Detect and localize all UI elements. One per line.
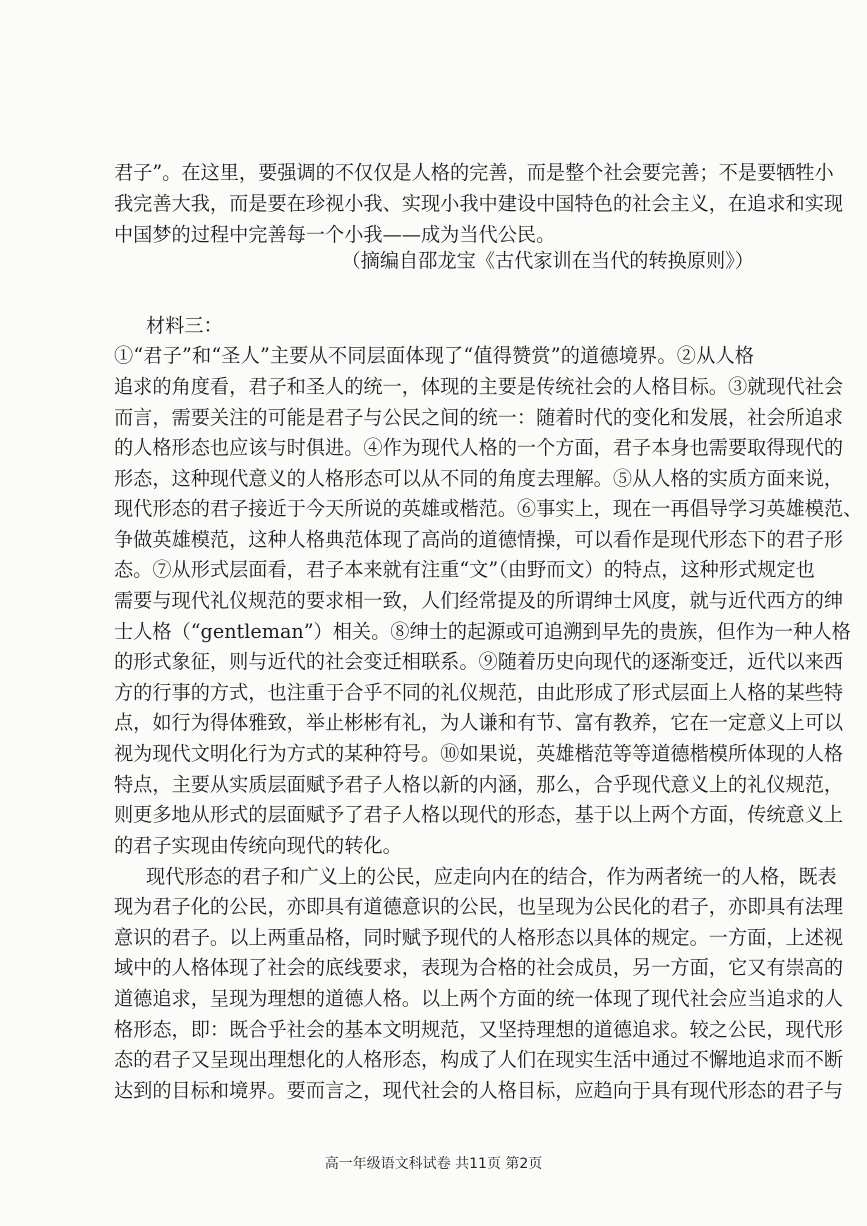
paragraph-line: 视为现代文明化行为方式的某种符号。⑩如果说，英雄楷范等等道德楷模所体现的人格 <box>114 742 844 765</box>
intro-line: 我完善大我，而是要在珍视小我、实现小我中建设中国特色的社会主义，在追求和实现 <box>114 192 844 215</box>
material-three-heading: 材料三： <box>146 314 223 337</box>
paragraph-line: 态。⑦从形式层面看，君子本来就有注重“文”（由野而文）的特点，这种形式规定也 <box>114 558 815 581</box>
paragraph-line: 现为君子化的公民，亦即具有道德意识的公民，也呈现为公民化的君子，亦即具有法理 <box>114 895 844 918</box>
paragraph-line: 形态，这种现代意义的人格形态可以从不同的角度去理解。⑤从人格的实质方面来说， <box>114 467 844 490</box>
paragraph-line: 的君子实现由传统向现代的转化。 <box>114 834 402 857</box>
paragraph-line: 意识的君子。以上两重品格，同时赋予现代的人格形态以具体的规定。一方面，上述视 <box>114 926 844 949</box>
page-footer: 高一年级语文科试卷 共11页 第2页 <box>324 1156 543 1172</box>
paragraph-line: 追求的角度看，君子和圣人的统一，体现的主要是传统社会的人格目标。③就现代社会 <box>114 375 844 398</box>
paragraph-line: ①“君子”和“圣人”主要从不同层面体现了“值得赞赏”的道德境界。②从人格 <box>114 344 754 367</box>
intro-line: 君子”。在这里，要强调的不仅仅是人格的完善，而是整个社会要完善；不是要牺牲小 <box>114 161 834 184</box>
paragraph-line: 现代形态的君子接近于今天所说的英雄或楷范。⑥事实上，现在一再倡导学习英雄模范、 <box>114 497 863 520</box>
paragraph-line: 需要与现代礼仪规范的要求相一致，人们经常提及的所谓绅士风度，就与近代西方的绅 <box>114 589 844 612</box>
paragraph-line: 特点，主要从实质层面赋予君子人格以新的内涵，那么，合乎现代意义上的礼仪规范， <box>114 773 844 796</box>
paragraph-line: 而言，需要关注的可能是君子与公民之间的统一：随着时代的变化和发展，社会所追求 <box>114 406 844 429</box>
paragraph-line: 道德追求，呈现为理想的道德人格。以上两个方面的统一体现了现代社会应当追求的人 <box>114 987 844 1010</box>
paragraph-line: 士人格（“gentleman”）相关。⑧绅士的起源或可追溯到早先的贵族，但作为一种人格 <box>114 620 851 643</box>
source-citation: （摘编自邵龙宝《古代家训在当代的转换原则》） <box>341 249 754 272</box>
intro-line: 中国梦的过程中完善每一个小我——成为当代公民。 <box>114 223 556 246</box>
paragraph-line: 点，如行为得体雅致，举止彬彬有礼，为人谦和有节、富有教养，它在一定意义上可以 <box>114 711 844 734</box>
paragraph-line: 的形式象征，则与近代的社会变迁相联系。⑨随着历史向现代的逐渐变迁，近代以来西 <box>114 650 844 673</box>
paragraph-line: 方的行事的方式，也注重于合乎不同的礼仪规范，由此形成了形式层面上人格的某些特 <box>114 681 844 704</box>
paragraph-line: 格形态，即：既合乎社会的基本文明规范，又坚持理想的道德追求。较之公民，现代形 <box>114 1018 844 1041</box>
paragraph-line: 达到的目标和境界。要而言之，现代社会的人格目标，应趋向于具有现代形态的君子与 <box>114 1079 844 1102</box>
paragraph-line: 域中的人格体现了社会的底线要求，表现为合格的社会成员，另一方面，它又有崇高的 <box>114 956 844 979</box>
paragraph-line: 现代形态的君子和广义上的公民，应走向内在的结合，作为两者统一的人格，既表 <box>146 865 837 888</box>
paragraph-line: 则更多地从形式的层面赋予了君子人格以现代的形态，基于以上两个方面，传统意义上 <box>114 803 844 826</box>
paragraph-line: 的人格形态也应该与时俱进。④作为现代人格的一个方面，君子本身也需要取得现代的 <box>114 436 844 459</box>
paragraph-line: 态的君子又呈现出理想化的人格形态，构成了人们在现实生活中通过不懈地追求而不断 <box>114 1048 844 1071</box>
paragraph-line: 争做英雄模范，这种人格典范体现了高尚的道德情操，可以看作是现代形态下的君子形 <box>114 528 844 551</box>
